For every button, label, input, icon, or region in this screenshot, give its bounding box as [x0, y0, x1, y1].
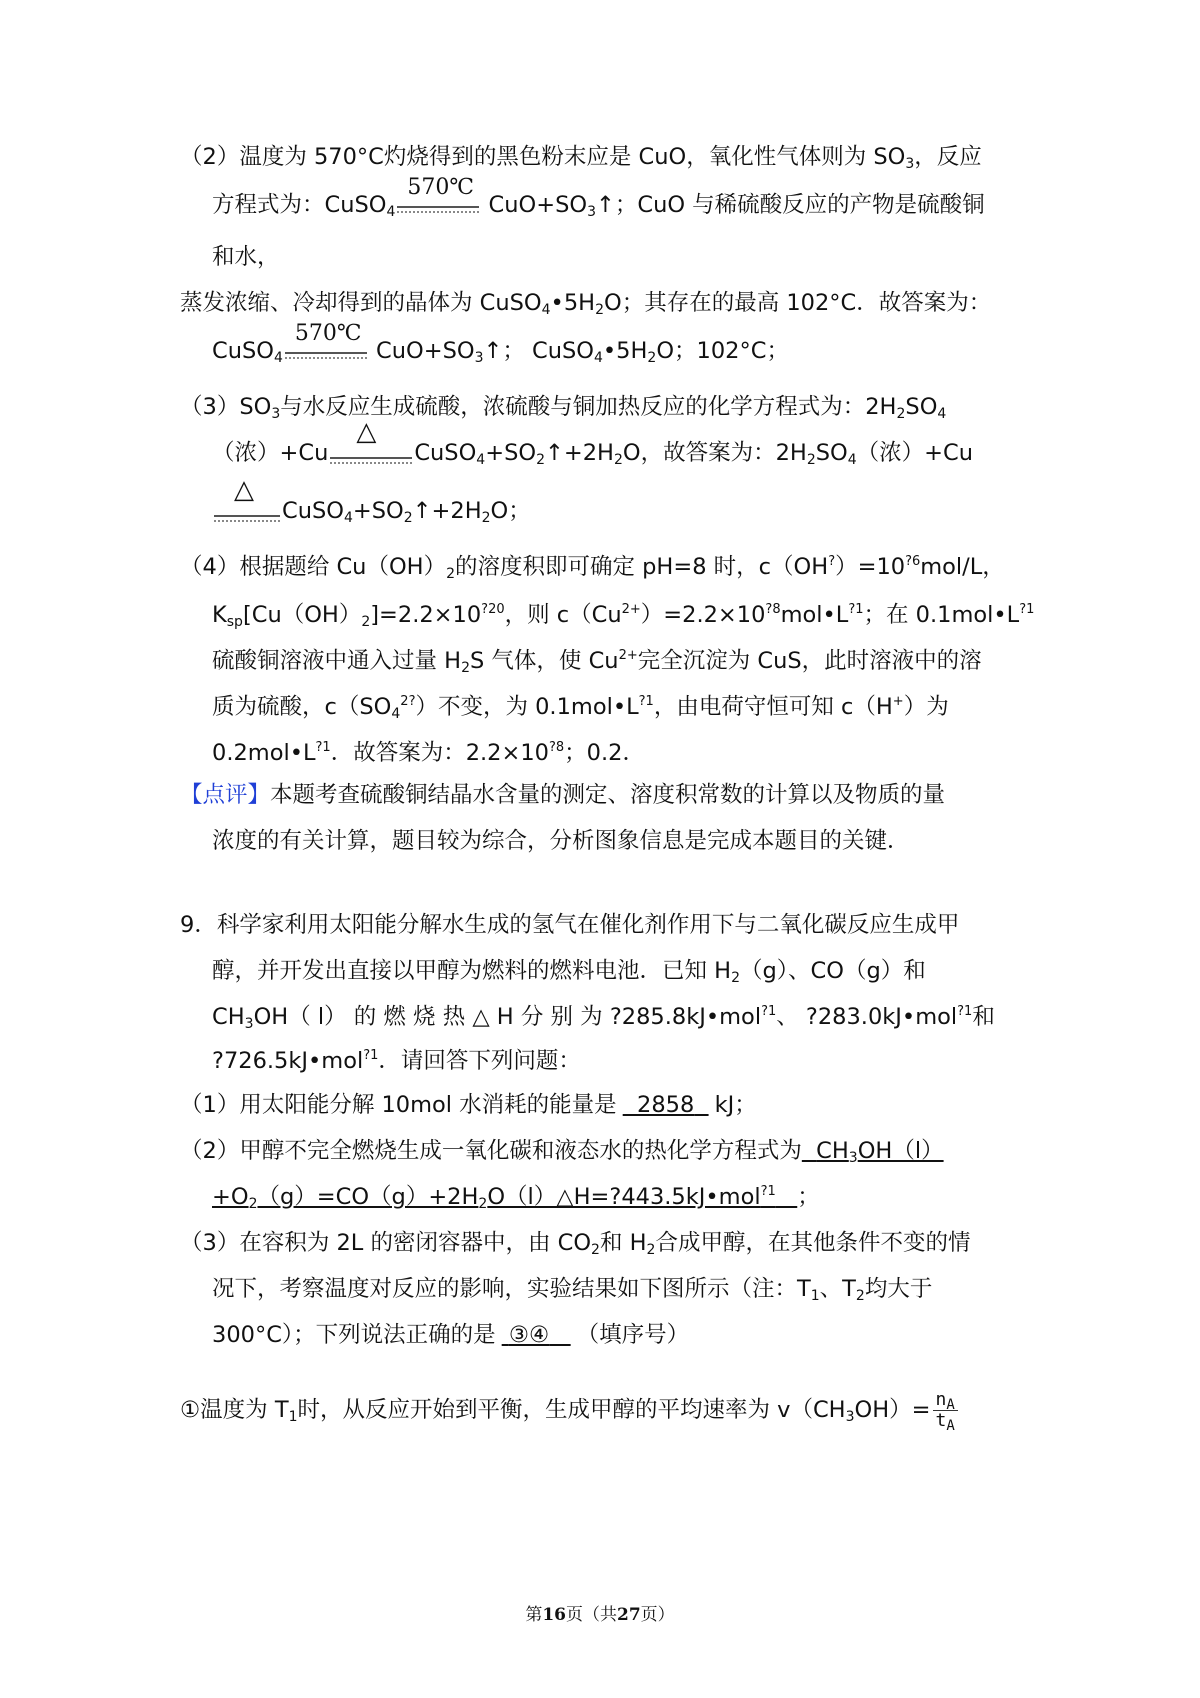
answer-text: OH（l）	[857, 1138, 944, 1164]
subscript: 2	[896, 406, 906, 422]
text: ①温度为 T	[180, 1397, 289, 1423]
subscript: 4	[541, 302, 551, 318]
subscript: 3	[474, 350, 484, 366]
text: （浓）+Cu	[212, 440, 329, 466]
text: 蒸发浓缩、冷却得到的晶体为 CuSO	[180, 290, 542, 316]
answer-blank	[802, 1138, 944, 1164]
question-line	[180, 910, 959, 940]
text: ，反应	[914, 144, 982, 170]
text: （1）用太阳能分解 10mol 水消耗的能量是	[180, 1092, 617, 1118]
text: ，由电荷守恒可知 c（H	[653, 694, 893, 720]
text: （2）甲醇不完全燃烧生成一氧化碳和液态水的热化学方程式为	[180, 1138, 802, 1164]
reaction-condition	[328, 416, 414, 469]
subscript: 2	[248, 1196, 258, 1212]
subscript: sp	[226, 614, 243, 630]
text: 0.2mol•L	[212, 740, 316, 766]
equal-bar	[330, 462, 412, 464]
subscript: 2	[647, 350, 657, 366]
question-line	[212, 1046, 581, 1076]
text: ，则 c（Cu	[504, 602, 622, 628]
text: 的溶度积即可确定 pH=8 时，c（OH	[455, 554, 829, 580]
text: 质为硫酸，c（SO	[212, 694, 392, 720]
equation-line	[212, 416, 973, 469]
text: 和	[972, 1004, 995, 1030]
subscript: 4	[386, 204, 396, 220]
text-line	[212, 646, 982, 676]
text: ）为	[903, 694, 949, 720]
text: 完全沉淀为 CuS，此时溶液中的溶	[637, 648, 982, 674]
text: 300°C）；下列说法正确的是	[212, 1322, 496, 1348]
reaction-condition	[283, 320, 369, 367]
text: 与水反应生成硫酸，浓硫酸与铜加热反应的化学方程式为：2H	[280, 394, 897, 420]
answer-blank	[212, 1184, 797, 1210]
equal-bar	[214, 515, 280, 517]
answer-text: ③④	[508, 1322, 550, 1348]
superscript: ?1	[957, 1004, 973, 1019]
text: 方程式为：CuSO	[212, 192, 387, 218]
text: ↑+2H	[412, 498, 482, 524]
subscript: 4	[476, 452, 486, 468]
equal-bar	[397, 206, 479, 208]
text: 浓度的有关计算，题目较为综合，分析图象信息是完成本题目的关键．	[212, 828, 910, 854]
text: +SO	[485, 440, 537, 466]
superscript: ?8	[765, 602, 781, 617]
subscript: A	[946, 1418, 955, 1434]
page-total: 27	[617, 1605, 641, 1625]
text: O；其存在的最高 102°C．故答案为：	[603, 290, 992, 316]
text: +SO	[352, 498, 404, 524]
superscript: ?1	[760, 1184, 776, 1199]
text: ．请回答下列问题：	[378, 1048, 581, 1074]
text: （填序号）	[576, 1322, 690, 1348]
text: CuO+SO	[481, 192, 588, 218]
answer-text: +O	[212, 1184, 249, 1210]
subscript: 2	[646, 1242, 656, 1258]
text: 时，从反应开始到平衡，生成甲醇的平均速率为 v（CH	[297, 1397, 846, 1423]
question-line	[212, 1002, 995, 1032]
text: 醇，并开发出直接以甲醇为燃料的燃料电池．已知 H	[212, 958, 732, 984]
subscript: 4	[391, 706, 401, 722]
text: S 气体，使 Cu	[470, 648, 619, 674]
footer-text: 页）	[640, 1605, 675, 1625]
superscript: ?8	[548, 740, 565, 755]
subscript: 2	[591, 1242, 600, 1258]
subscript: 2	[478, 1196, 488, 1212]
equal-bar	[397, 211, 479, 213]
subscript: 2	[595, 302, 604, 318]
subscript: 2	[461, 660, 470, 676]
text: 本题考查硫酸铜结晶水含量的测定、溶度积常数的计算以及物质的量	[270, 782, 946, 808]
text-line	[212, 600, 1034, 630]
text: ；在 0.1mol•L	[863, 602, 1020, 628]
text: ）=10	[835, 554, 906, 580]
text: ↑；CuO 与稀硫酸反应的产物是硫酸铜	[596, 192, 985, 218]
text: K	[212, 602, 227, 628]
page-number: 16	[542, 1605, 566, 1625]
subscript: 2	[806, 452, 816, 468]
text: 况下，考察温度对反应的影响，实验结果如下图所示（注：T	[212, 1276, 811, 1302]
text: CuSO	[414, 440, 477, 466]
subscript: 4	[937, 406, 947, 422]
text: 、 ?283.0kJ•mol	[776, 1004, 958, 1030]
equal-bar	[330, 457, 412, 459]
superscript: ?1	[638, 694, 654, 709]
subscript: 4	[847, 452, 857, 468]
text: 和水，	[212, 244, 280, 270]
text: ．故答案为：2.2×10	[330, 740, 549, 766]
reaction-condition	[212, 474, 282, 527]
text: （g）、CO（g）和	[740, 958, 926, 984]
text: [Cu（OH）	[242, 602, 362, 628]
text: CuO+SO	[368, 338, 475, 364]
text-line	[212, 242, 280, 272]
superscript: 2?	[400, 694, 416, 709]
answer-text: O（l）△H=?443.5kJ•mol	[487, 1184, 761, 1210]
text-line	[180, 142, 982, 172]
subscript: 3	[845, 1409, 855, 1425]
text: ）不变，为 0.1mol•L	[415, 694, 639, 720]
text: O；102°C；	[656, 338, 789, 364]
subscript: 2	[731, 970, 740, 986]
text: kJ；	[714, 1092, 757, 1118]
text: OH（ l） 的 燃 烧 热 △ H 分 别 为 ?285.8kJ•mol	[253, 1004, 762, 1030]
question-line	[212, 1182, 820, 1212]
footer-text: 第	[525, 1605, 543, 1625]
fraction	[933, 1389, 958, 1434]
text: （3）在容积为 2L 的密闭容器中，由 CO	[180, 1230, 592, 1256]
superscript: ?1	[315, 740, 331, 755]
subscript: 4	[343, 510, 353, 526]
text: CH	[212, 1004, 245, 1030]
subscript: 3	[848, 1150, 858, 1166]
question-line	[212, 956, 926, 986]
denominator-text: t	[935, 1410, 947, 1431]
text: 和 H	[599, 1230, 647, 1256]
superscript: ?6	[905, 554, 921, 569]
text-line	[180, 392, 946, 422]
review-tag: 【点评】	[180, 782, 271, 808]
question-line	[180, 1389, 958, 1434]
subscript: A	[946, 1397, 955, 1413]
superscript: +	[892, 694, 904, 709]
subscript: 2	[446, 566, 455, 582]
text: ）=2.2×10	[640, 602, 766, 628]
superscript: 2+	[618, 648, 638, 663]
page-footer	[0, 1600, 1200, 1625]
text-line	[180, 288, 991, 318]
subscript: 3	[271, 406, 281, 422]
equation-line	[212, 320, 789, 367]
text: mol/L，	[920, 554, 1005, 580]
subscript: 2	[481, 510, 491, 526]
text-line	[212, 692, 949, 722]
reaction-condition	[395, 174, 481, 221]
subscript: 3	[244, 1016, 254, 1032]
equation-line	[212, 174, 985, 221]
answer-text: CH	[816, 1138, 849, 1164]
subscript: 2	[403, 510, 413, 526]
fraction-numerator	[933, 1390, 958, 1411]
subscript: 1	[810, 1288, 820, 1304]
text: OH）=	[854, 1397, 931, 1423]
review-line	[180, 780, 945, 810]
footer-text: 页（共	[566, 1605, 617, 1625]
text: ↑； CuSO	[483, 338, 594, 364]
subscript: 4	[593, 350, 603, 366]
text: SO	[905, 394, 938, 420]
text: ；	[797, 1184, 820, 1210]
text: （浓）+Cu	[856, 440, 973, 466]
equation-line	[212, 474, 531, 527]
equal-bar	[285, 357, 367, 359]
text: 硫酸铜溶液中通入过量 H	[212, 648, 462, 674]
text-line	[212, 738, 645, 768]
subscript: 2	[361, 614, 371, 630]
answer-blank	[496, 1322, 577, 1348]
condition-label: 570℃	[294, 320, 362, 346]
subscript: 4	[273, 350, 283, 366]
text: •5H	[550, 290, 596, 316]
condition-label: 570℃	[407, 174, 474, 200]
question-line	[212, 1274, 932, 1304]
text: mol•L	[780, 602, 849, 628]
text: ；0.2．	[564, 740, 645, 766]
text: 、T	[819, 1276, 856, 1302]
superscript: ?	[828, 554, 836, 569]
heat-symbol: △	[234, 474, 254, 505]
text: ]=2.2×10	[370, 602, 482, 628]
numerator-text: n	[935, 1389, 947, 1410]
superscript: ?1	[848, 602, 864, 617]
text: CuSO	[282, 498, 344, 524]
text: 合成甲醇，在其他条件不变的情	[655, 1230, 971, 1256]
subscript: 3	[905, 156, 915, 172]
text: （3）SO	[180, 394, 272, 420]
text: •5H	[602, 338, 648, 364]
superscript: ?1	[363, 1048, 379, 1063]
answer-text: 2858	[637, 1092, 695, 1118]
review-line	[212, 826, 910, 856]
text: （2）温度为 570°C灼烧得到的黑色粉末应是 CuO，氧化性气体则为 SO	[180, 144, 906, 170]
answer-text: （g）=CO（g）+2H	[257, 1184, 479, 1210]
subscript: 2	[536, 452, 545, 468]
superscript: ?1	[1019, 602, 1035, 617]
text: CuSO	[212, 338, 274, 364]
fraction-denominator	[933, 1410, 958, 1434]
answer-blank	[617, 1092, 715, 1118]
heat-symbol: △	[356, 416, 377, 447]
text: 9．科学家利用太阳能分解水生成的氢气在催化剂作用下与二氧化碳反应生成甲	[180, 912, 960, 938]
text-line	[180, 552, 1005, 582]
question-line	[212, 1320, 689, 1350]
equal-bar	[285, 352, 367, 354]
question-line	[180, 1228, 970, 1258]
question-line	[180, 1136, 944, 1166]
subscript: 1	[288, 1409, 298, 1425]
text: ?726.5kJ•mol	[212, 1048, 364, 1074]
text: O，故答案为：2H	[622, 440, 807, 466]
equal-bar	[214, 520, 280, 522]
superscript: 2+	[621, 602, 641, 617]
text: （4）根据题给 Cu（OH）	[180, 554, 447, 580]
subscript: 2	[855, 1288, 865, 1304]
text: 均大于	[864, 1276, 933, 1302]
question-line	[180, 1090, 757, 1120]
text: ↑+2H	[545, 440, 614, 466]
text: O；	[490, 498, 531, 524]
text: SO	[815, 440, 848, 466]
superscript: ?1	[761, 1004, 777, 1019]
superscript: ?20	[481, 602, 505, 617]
subscript: 2	[613, 452, 623, 468]
subscript: 3	[587, 204, 596, 220]
